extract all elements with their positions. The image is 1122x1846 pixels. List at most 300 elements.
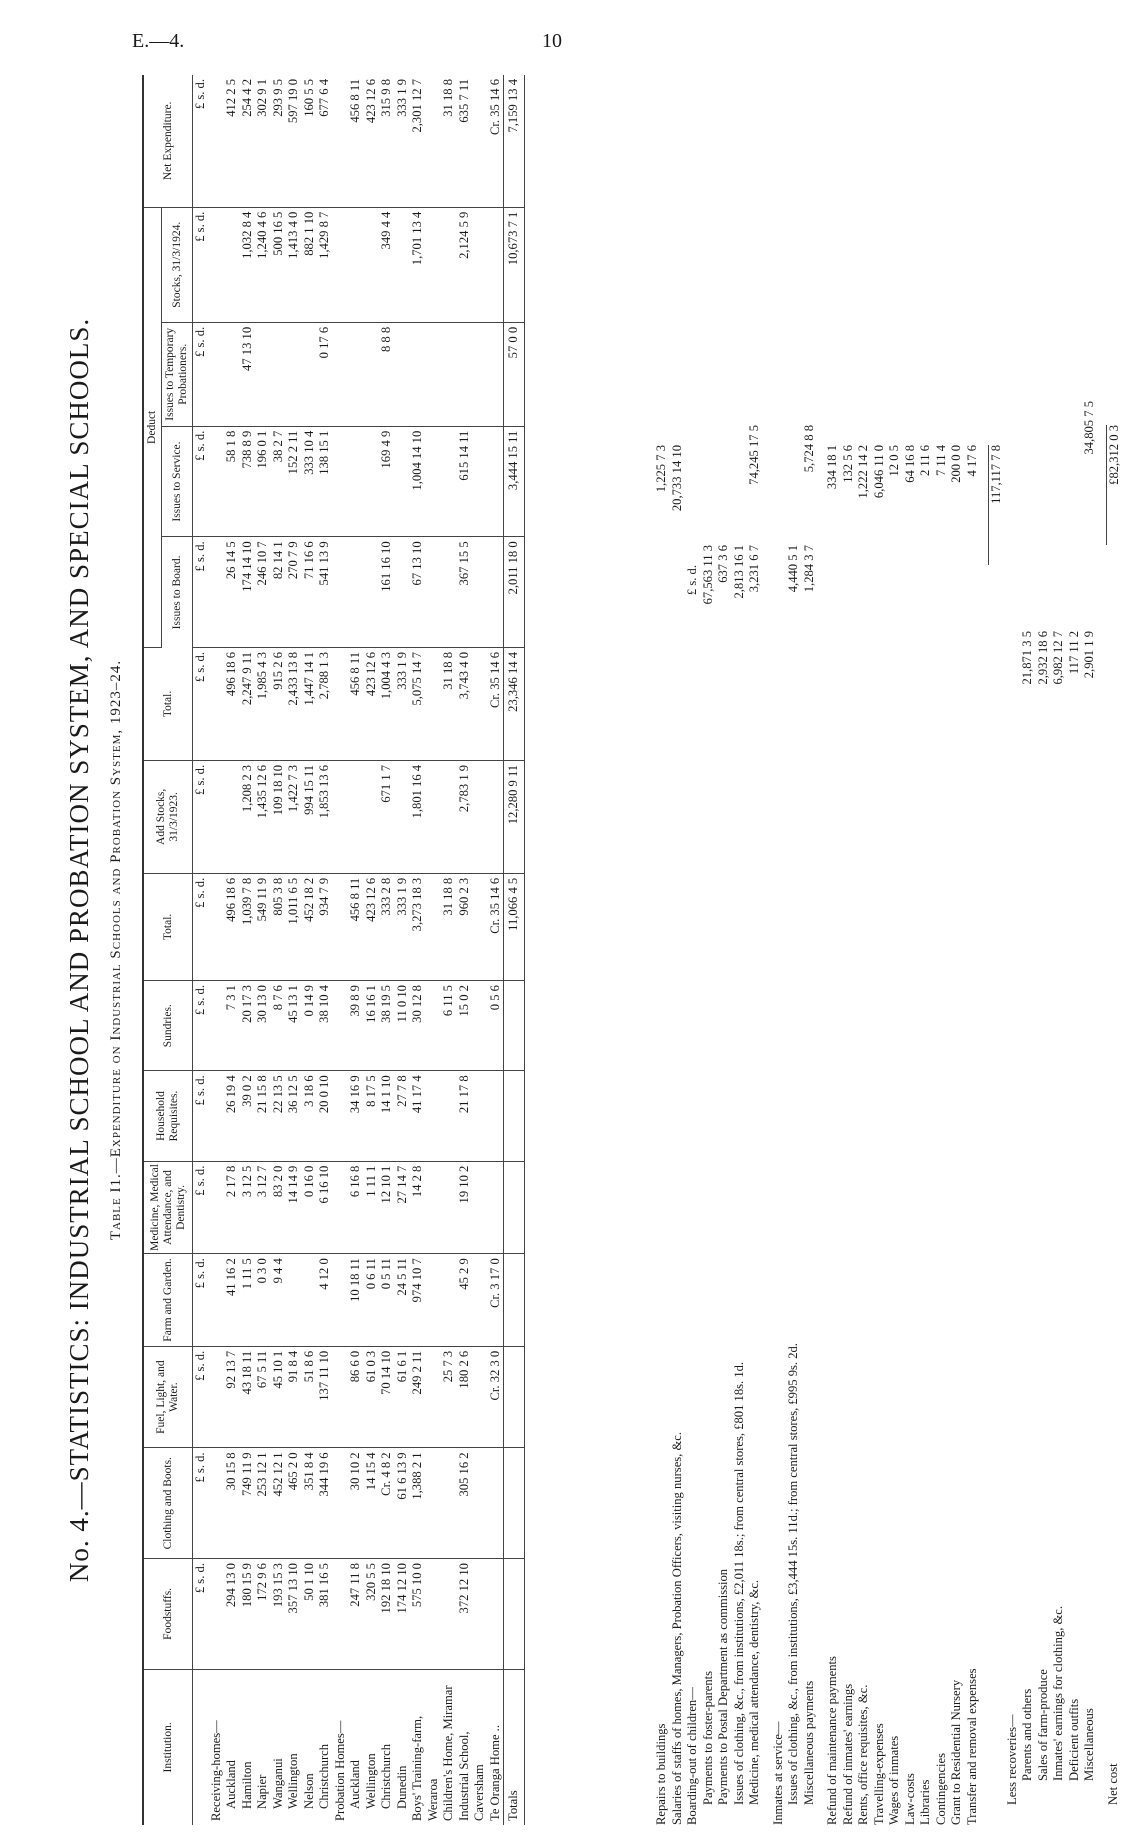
cell-total-2: 2,433 13 8 bbox=[286, 648, 302, 761]
summary-line bbox=[1106, 75, 1122, 1825]
summary-gap bbox=[763, 75, 771, 1825]
cell-medicine bbox=[333, 1161, 349, 1254]
cell-issues-board bbox=[488, 537, 504, 648]
cell-issues-service: 615 14 11 bbox=[457, 426, 488, 537]
table-row bbox=[379, 75, 395, 1825]
cell-household: 27 7 8 bbox=[395, 1071, 411, 1161]
cell-add-stocks bbox=[348, 760, 364, 873]
cell-fuel: 137 11 10 bbox=[317, 1346, 333, 1448]
cell-household bbox=[504, 1071, 525, 1161]
summary-label: Parents and others bbox=[1020, 1688, 1034, 1781]
cell-farm: 45 2 9 bbox=[457, 1254, 488, 1347]
cell-foodstuffs: 357 13 10 bbox=[286, 1559, 302, 1670]
cell-total-2: 915 2 6 bbox=[271, 648, 287, 761]
summary-amount-c1: 2,932 18 6 bbox=[1035, 631, 1050, 685]
table-subtitle: Table I1.—Expenditure on Industrial Schools and Probation System, 1923–24. bbox=[108, 659, 124, 1241]
cell-add-stocks bbox=[209, 760, 225, 873]
summary-amount-c3: 2 11 6 bbox=[918, 445, 932, 477]
cell-farm bbox=[441, 1254, 457, 1347]
cell-issues-temporary bbox=[364, 322, 380, 426]
cell-stocks-1924: 2,124 5 9 bbox=[457, 207, 488, 322]
summary-label: Libraries bbox=[918, 1779, 932, 1825]
cell-stocks-1924 bbox=[224, 207, 240, 322]
cell-farm: 10 18 11 bbox=[348, 1254, 364, 1347]
cell-issues-board bbox=[209, 537, 225, 648]
cell-farm: 24 5 11 bbox=[395, 1254, 411, 1347]
cell-farm: 4 12 0 bbox=[317, 1254, 333, 1347]
summary-amount-c1 bbox=[825, 675, 841, 785]
cell-total-1: 333 2 8 bbox=[379, 873, 395, 980]
summary-label: Transfer and removal expenses bbox=[964, 1668, 979, 1825]
cell-stocks-1924 bbox=[441, 207, 457, 322]
cell-fuel bbox=[209, 1346, 225, 1448]
summary-line bbox=[685, 75, 701, 1825]
cell-medicine: 6 16 10 bbox=[317, 1161, 333, 1254]
cell-medicine bbox=[209, 1161, 225, 1254]
cell-fuel: 180 2 6 bbox=[457, 1346, 488, 1448]
unit-label: £ s. d. bbox=[193, 75, 209, 207]
unit-label: £ s. d. bbox=[193, 1161, 209, 1254]
summary-amount-c3 bbox=[771, 445, 787, 565]
cell-issues-temporary bbox=[488, 322, 504, 426]
cell-sundries: 30 12 8 bbox=[410, 981, 441, 1071]
summary-amount-c3: 4 17 6 bbox=[964, 445, 979, 477]
cell-issues-service bbox=[209, 426, 225, 537]
cell-clothing bbox=[441, 1448, 457, 1559]
cell-issues-service bbox=[333, 426, 349, 537]
cell-net-expenditure: 412 2 5 bbox=[224, 75, 240, 207]
institution-name: Hamilton bbox=[239, 1761, 254, 1809]
cell-net-expenditure: 160 5 5 bbox=[302, 75, 318, 207]
cell-clothing: 30 10 2 bbox=[348, 1448, 364, 1559]
summary-line bbox=[825, 75, 841, 1825]
unit-label: £ s. d. bbox=[193, 537, 209, 648]
summary-amount-c3 bbox=[1020, 401, 1036, 521]
cell-stocks-1924: 1,032 8 4 bbox=[240, 207, 256, 322]
summary-amount-c2: 2,813 16 1 bbox=[731, 545, 746, 599]
cell-household: 22 13 5 bbox=[271, 1071, 287, 1161]
cell-issues-board bbox=[364, 537, 380, 648]
summary-amount-c1 bbox=[949, 675, 965, 785]
summary-amount-c2: £ s. d. bbox=[685, 565, 699, 596]
institution-name: Children's Home, Miramar bbox=[441, 1685, 455, 1821]
cell-stocks-1924 bbox=[364, 207, 380, 322]
cell-household: 8 17 5 bbox=[364, 1071, 380, 1161]
summary-label: Payments to Postal Department as commission bbox=[716, 1568, 730, 1805]
unit-label: £ s. d. bbox=[193, 207, 209, 322]
summary-amount-c3: 117,117 7 8 bbox=[988, 445, 1005, 565]
cell-total-1: 960 2 3 bbox=[457, 873, 488, 980]
cell-issues-service: 738 8 9 bbox=[240, 426, 256, 537]
cell-household: 26 19 4 bbox=[224, 1071, 240, 1161]
cell-net-expenditure: 2,301 12 7 bbox=[410, 75, 441, 207]
cell-clothing: 1,388 2 1 bbox=[410, 1448, 441, 1559]
summary-amount-c2 bbox=[654, 565, 670, 675]
cell-issues-service: 333 10 4 bbox=[302, 426, 318, 537]
summary-amount-c2 bbox=[841, 565, 857, 675]
summary-amount-c3 bbox=[1067, 401, 1083, 521]
institution-name: Boys' Training-farm, Weraroa bbox=[410, 1715, 440, 1821]
table-row bbox=[255, 75, 271, 1825]
cell-medicine: 27 14 7 bbox=[395, 1161, 411, 1254]
cell-stocks-1924: 1,413 4 0 bbox=[286, 207, 302, 322]
cell-issues-board: 270 7 9 bbox=[286, 537, 302, 648]
summary-amount-c3 bbox=[1051, 401, 1067, 521]
summary-amount-c1 bbox=[918, 675, 934, 785]
cell-add-stocks: 1,435 12 6 bbox=[255, 760, 271, 873]
summary-label: Medicine, medical attendance, dentistry, &c. bbox=[747, 1579, 761, 1805]
cell-farm: 974 10 7 bbox=[410, 1254, 441, 1347]
table-row bbox=[348, 75, 364, 1825]
cell-add-stocks bbox=[364, 760, 380, 873]
cell-add-stocks: 1,208 2 3 bbox=[240, 760, 256, 873]
cell-issues-service: 3,444 15 11 bbox=[504, 426, 525, 537]
summary-gap bbox=[1098, 75, 1106, 1825]
summary-amount-c1 bbox=[786, 655, 802, 765]
cell-total-2: 423 12 6 bbox=[364, 648, 380, 761]
cell-foodstuffs: 180 15 9 bbox=[240, 1559, 256, 1670]
institution-name: Napier bbox=[255, 1774, 269, 1809]
summary-line bbox=[965, 75, 981, 1825]
cell-stocks-1924 bbox=[488, 207, 504, 322]
cell-issues-board: 2,011 18 0 bbox=[504, 537, 525, 648]
cell-issues-service: 169 4 9 bbox=[379, 426, 395, 537]
summary-amount-c3 bbox=[1005, 425, 1021, 545]
cell-net-expenditure: 254 4 2 bbox=[240, 75, 256, 207]
cell-total-2: 5,075 14 7 bbox=[410, 648, 441, 761]
cell-fuel: 67 5 11 bbox=[255, 1346, 271, 1448]
cell-household: 21 17 8 bbox=[457, 1071, 488, 1161]
summary-amount-c3 bbox=[786, 425, 802, 545]
unit-label: £ s. d. bbox=[193, 648, 209, 761]
institution-name: Christchurch bbox=[317, 1743, 331, 1809]
cell-net-expenditure: 293 9 5 bbox=[271, 75, 287, 207]
cell-foodstuffs: 192 18 10 bbox=[379, 1559, 395, 1670]
cell-fuel bbox=[333, 1346, 349, 1448]
cell-sundries: 45 13 1 bbox=[286, 981, 302, 1071]
summary-amount-c2 bbox=[1020, 521, 1036, 631]
institution-name: Auckland bbox=[348, 1760, 362, 1809]
cell-foodstuffs: 193 15 3 bbox=[271, 1559, 287, 1670]
cell-clothing: Cr. 4 8 2 bbox=[379, 1448, 395, 1559]
summary-label: Net cost bbox=[1105, 1763, 1120, 1805]
page-header-left: E.—4. bbox=[132, 30, 185, 52]
cell-total-1: 805 3 8 bbox=[271, 873, 287, 980]
cell-sundries: 0 5 6 bbox=[488, 981, 504, 1071]
cell-total-1: 423 12 6 bbox=[364, 873, 380, 980]
summary-amount-c2 bbox=[988, 565, 1005, 675]
table-row bbox=[441, 75, 457, 1825]
cell-total-1: 3,273 18 3 bbox=[410, 873, 441, 980]
cell-issues-board: 82 14 1 bbox=[271, 537, 287, 648]
unit-label: £ s. d. bbox=[193, 981, 209, 1071]
cell-clothing: 749 11 9 bbox=[240, 1448, 256, 1559]
cell-net-expenditure: 31 18 8 bbox=[441, 75, 457, 207]
cell-medicine bbox=[504, 1161, 525, 1254]
cell-add-stocks bbox=[333, 760, 349, 873]
summary-amount-c3 bbox=[732, 425, 748, 545]
summary-amount-c2 bbox=[856, 565, 872, 675]
col-net-expenditure: Net Expenditure. bbox=[143, 75, 193, 207]
summary-amount-c2: 4,440 5 1 bbox=[786, 545, 800, 593]
cell-farm: 1 11 5 bbox=[240, 1254, 256, 1347]
table-row bbox=[457, 75, 488, 1825]
cell-medicine: 3 12 5 bbox=[240, 1161, 256, 1254]
cell-sundries: 39 8 9 bbox=[348, 981, 364, 1071]
summary-label: Issues of clothing, &c., from institutions, £2,011 18s.; from central stores, £801 18s. 1d. bbox=[731, 1361, 746, 1805]
cell-issues-board: 26 14 5 bbox=[224, 537, 240, 648]
summary-line bbox=[1005, 75, 1021, 1825]
cell-farm bbox=[504, 1254, 525, 1347]
cell-add-stocks bbox=[224, 760, 240, 873]
cell-sundries: 0 14 9 bbox=[302, 981, 318, 1071]
cell-issues-board bbox=[348, 537, 364, 648]
cell-clothing bbox=[209, 1448, 225, 1559]
cell-issues-temporary bbox=[333, 322, 349, 426]
totals-row bbox=[504, 75, 525, 1825]
summary-line bbox=[918, 75, 934, 1825]
summary-amount-c1 bbox=[856, 675, 872, 785]
cell-farm: 0 6 11 bbox=[364, 1254, 380, 1347]
summary-line bbox=[1082, 75, 1098, 1825]
cell-stocks-1924 bbox=[209, 207, 225, 322]
cell-foodstuffs bbox=[209, 1559, 225, 1670]
cell-sundries: 8 7 6 bbox=[271, 981, 287, 1071]
cell-sundries: 15 0 2 bbox=[457, 981, 488, 1071]
col-deduct-group: Deduct bbox=[143, 207, 162, 647]
cell-add-stocks bbox=[395, 760, 411, 873]
cell-fuel: 43 18 11 bbox=[240, 1346, 256, 1448]
cell-clothing: 465 2 0 bbox=[286, 1448, 302, 1559]
cell-issues-temporary bbox=[441, 322, 457, 426]
cell-net-expenditure: Cr. 35 14 6 bbox=[488, 75, 504, 207]
cell-total-1: 333 1 9 bbox=[395, 873, 411, 980]
cell-total-2: 23,346 14 4 bbox=[504, 648, 525, 761]
summary-label: Miscellaneous payments bbox=[801, 1680, 816, 1805]
cell-foodstuffs: 50 1 10 bbox=[302, 1559, 318, 1670]
cell-total-1 bbox=[209, 873, 225, 980]
summary-amount-c3: 334 18 1 bbox=[825, 445, 839, 490]
cell-stocks-1924 bbox=[348, 207, 364, 322]
cell-issues-temporary bbox=[224, 322, 240, 426]
cell-medicine: 19 10 2 bbox=[457, 1161, 488, 1254]
cell-total-1: 1,011 6 5 bbox=[286, 873, 302, 980]
summary-amount-c1 bbox=[1106, 655, 1122, 765]
cell-clothing bbox=[504, 1448, 525, 1559]
cell-household: 36 12 5 bbox=[286, 1071, 302, 1161]
cell-issues-temporary bbox=[348, 322, 364, 426]
cell-issues-temporary: 47 13 10 bbox=[240, 322, 256, 426]
cell-medicine: 14 2 8 bbox=[410, 1161, 441, 1254]
cell-fuel bbox=[504, 1346, 525, 1448]
cell-sundries: 38 10 4 bbox=[317, 981, 333, 1071]
cell-net-expenditure: 597 19 0 bbox=[286, 75, 302, 207]
table-row bbox=[364, 75, 380, 1825]
cell-clothing: 351 8 4 bbox=[302, 1448, 318, 1559]
summary-amount-c3 bbox=[685, 445, 701, 565]
unit-label: £ s. d. bbox=[193, 1346, 209, 1448]
summary-amount-c2 bbox=[1036, 521, 1052, 631]
cell-sundries: 11 0 10 bbox=[395, 981, 411, 1071]
summary-amount-c3: 132 5 6 bbox=[840, 445, 855, 483]
cell-issues-temporary bbox=[457, 322, 488, 426]
cell-foodstuffs: 320 5 5 bbox=[364, 1559, 380, 1670]
cell-total-2: 2,788 1 3 bbox=[317, 648, 333, 761]
unit-label: £ s. d. bbox=[193, 1071, 209, 1161]
summary-label: Refund of maintenance payments bbox=[825, 1656, 839, 1825]
summary-line bbox=[747, 75, 763, 1825]
summary-amount-c1 bbox=[654, 675, 670, 785]
summary-line bbox=[1036, 75, 1052, 1825]
summary-line bbox=[841, 75, 857, 1825]
summary-amount-c3: 7 11 4 bbox=[933, 445, 948, 477]
cell-add-stocks: 1,801 16 4 bbox=[410, 760, 441, 873]
summary-amount-c2 bbox=[965, 565, 981, 675]
summary-line bbox=[701, 75, 717, 1825]
summary-amount-c2: 3,231 6 7 bbox=[747, 545, 761, 593]
summary-line bbox=[1051, 75, 1067, 1825]
summary-amount-c1 bbox=[747, 655, 763, 765]
col-institution: Institution. bbox=[143, 1669, 193, 1825]
cell-issues-temporary: 0 17 6 bbox=[317, 322, 333, 426]
unit-label: £ s. d. bbox=[193, 322, 209, 426]
summary-amount-c1 bbox=[965, 675, 981, 785]
summary-label: Rents, office requisites, &c. bbox=[856, 1684, 870, 1825]
cell-total-1: Cr. 35 14 6 bbox=[488, 873, 504, 980]
cell-household bbox=[209, 1071, 225, 1161]
cell-issues-temporary bbox=[286, 322, 302, 426]
summary-line bbox=[716, 75, 732, 1825]
col-add-stocks: Add Stocks, 31/3/1923. bbox=[143, 760, 193, 873]
cell-stocks-1924: 882 1 10 bbox=[302, 207, 318, 322]
cell-sundries: 6 11 5 bbox=[441, 981, 457, 1071]
cell-total-2: 31 18 8 bbox=[441, 648, 457, 761]
cell-add-stocks: 2,783 1 9 bbox=[457, 760, 488, 873]
cell-medicine: 12 10 1 bbox=[379, 1161, 395, 1254]
col-issues-service: Issues to Service. bbox=[162, 426, 193, 537]
col-issues-board: Issues to Board. bbox=[162, 537, 193, 648]
cell-household bbox=[333, 1071, 349, 1161]
col-household: Household Requisites. bbox=[143, 1071, 193, 1161]
rotated-table-page bbox=[62, 75, 1121, 1825]
summary-amount-c2: 1,284 3 7 bbox=[801, 545, 816, 593]
cell-issues-temporary bbox=[395, 322, 411, 426]
cell-issues-board: 367 15 5 bbox=[457, 537, 488, 648]
summary-line bbox=[887, 75, 903, 1825]
summary-amount-c1 bbox=[887, 675, 903, 785]
table-body bbox=[193, 75, 525, 1825]
summary-amount-c1: 117 11 2 bbox=[1066, 631, 1081, 675]
summary-label: Less recoveries— bbox=[1004, 1714, 1019, 1805]
cell-net-expenditure: 635 7 11 bbox=[457, 75, 488, 207]
col-issues-temporary: Issues to Temporary Probationers. bbox=[162, 322, 193, 426]
cell-issues-service: 58 1 8 bbox=[224, 426, 240, 537]
cell-total-2: 1,985 4 3 bbox=[255, 648, 271, 761]
table-row bbox=[317, 75, 333, 1825]
cell-foodstuffs bbox=[333, 1559, 349, 1670]
summary-amount-c2 bbox=[1067, 521, 1083, 631]
summary-label: Grant to Residential Nursery bbox=[949, 1679, 963, 1825]
cell-fuel: Cr. 32 3 0 bbox=[488, 1346, 504, 1448]
summary-line bbox=[654, 75, 670, 1825]
cell-foodstuffs: 381 16 5 bbox=[317, 1559, 333, 1670]
institution-name: Te Oranga Home .. bbox=[487, 1725, 502, 1821]
cell-foodstuffs: 172 9 6 bbox=[255, 1559, 271, 1670]
summary-amount-c1 bbox=[903, 675, 919, 785]
cell-issues-service bbox=[488, 426, 504, 537]
summary-amount-c2: 67,563 11 3 bbox=[700, 545, 715, 605]
col-clothing: Clothing and Boots. bbox=[143, 1448, 193, 1559]
cell-fuel: 45 10 1 bbox=[271, 1346, 287, 1448]
cell-sundries: 30 13 0 bbox=[255, 981, 271, 1071]
summary-amount-c1 bbox=[872, 675, 888, 785]
cell-stocks-1924: 1,701 13 4 bbox=[410, 207, 441, 322]
institution-name: Totals bbox=[504, 1669, 525, 1825]
cell-farm: Cr. 3 17 0 bbox=[488, 1254, 504, 1347]
summary-label: Salaries of staffs of homes, Managers, Probation Officers, visiting nurses, &c. bbox=[669, 1431, 684, 1825]
summary-label: Inmates' earnings for clothing, &c. bbox=[1051, 1605, 1065, 1781]
cell-net-expenditure: 333 1 9 bbox=[395, 75, 411, 207]
summary-amount-c2 bbox=[872, 565, 888, 675]
cell-net-expenditure: 677 6 4 bbox=[317, 75, 333, 207]
table-row bbox=[240, 75, 256, 1825]
cell-stocks-1924: 500 16 5 bbox=[271, 207, 287, 322]
cell-clothing: 253 12 1 bbox=[255, 1448, 271, 1559]
summary-line bbox=[934, 75, 950, 1825]
institution-name: Nelson bbox=[301, 1773, 316, 1809]
cell-foodstuffs bbox=[441, 1559, 457, 1670]
unit-label: £ s. d. bbox=[193, 1254, 209, 1347]
cell-issues-board: 71 16 6 bbox=[302, 537, 318, 648]
cell-issues-service: 1,004 14 10 bbox=[410, 426, 441, 537]
summary-amount-c2 bbox=[1082, 521, 1098, 631]
cell-sundries: 7 3 1 bbox=[224, 981, 240, 1071]
cell-household bbox=[441, 1071, 457, 1161]
cell-clothing: 305 16 2 bbox=[457, 1448, 488, 1559]
cell-medicine bbox=[441, 1161, 457, 1254]
cell-fuel: 61 6 1 bbox=[395, 1346, 411, 1448]
cell-fuel: 249 2 11 bbox=[410, 1346, 441, 1448]
cell-clothing bbox=[488, 1448, 504, 1559]
summary-amount-c3: 34,805 7 5 bbox=[1082, 401, 1096, 455]
institution-name: Receiving-homes— bbox=[208, 1720, 223, 1821]
cell-issues-temporary bbox=[271, 322, 287, 426]
cell-foodstuffs bbox=[488, 1559, 504, 1670]
cell-total-2 bbox=[209, 648, 225, 761]
cell-issues-service bbox=[395, 426, 411, 537]
cell-add-stocks: 1,422 7 3 bbox=[286, 760, 302, 873]
cell-farm bbox=[286, 1254, 302, 1347]
cell-medicine: 1 11 1 bbox=[364, 1161, 380, 1254]
cell-medicine: 2 17 8 bbox=[224, 1161, 240, 1254]
summary-amount-c1 bbox=[841, 675, 857, 785]
expenditure-summary bbox=[654, 75, 1122, 1825]
cell-clothing: 344 19 6 bbox=[317, 1448, 333, 1559]
cell-foodstuffs: 372 12 10 bbox=[457, 1559, 488, 1670]
cell-farm: 0 3 0 bbox=[255, 1254, 271, 1347]
summary-amount-c3: 74,245 17 5 bbox=[747, 425, 761, 485]
summary-amount-c2 bbox=[934, 565, 950, 675]
summary-line bbox=[802, 75, 818, 1825]
cell-issues-temporary bbox=[302, 322, 318, 426]
cell-issues-temporary: 57 0 0 bbox=[504, 322, 525, 426]
summary-amount-c3: 200 0 0 bbox=[949, 445, 963, 483]
summary-amount-c3 bbox=[1036, 401, 1052, 521]
cell-total-2 bbox=[333, 648, 349, 761]
table-row bbox=[271, 75, 287, 1825]
cell-issues-service bbox=[441, 426, 457, 537]
cell-total-1: 549 11 9 bbox=[255, 873, 271, 980]
